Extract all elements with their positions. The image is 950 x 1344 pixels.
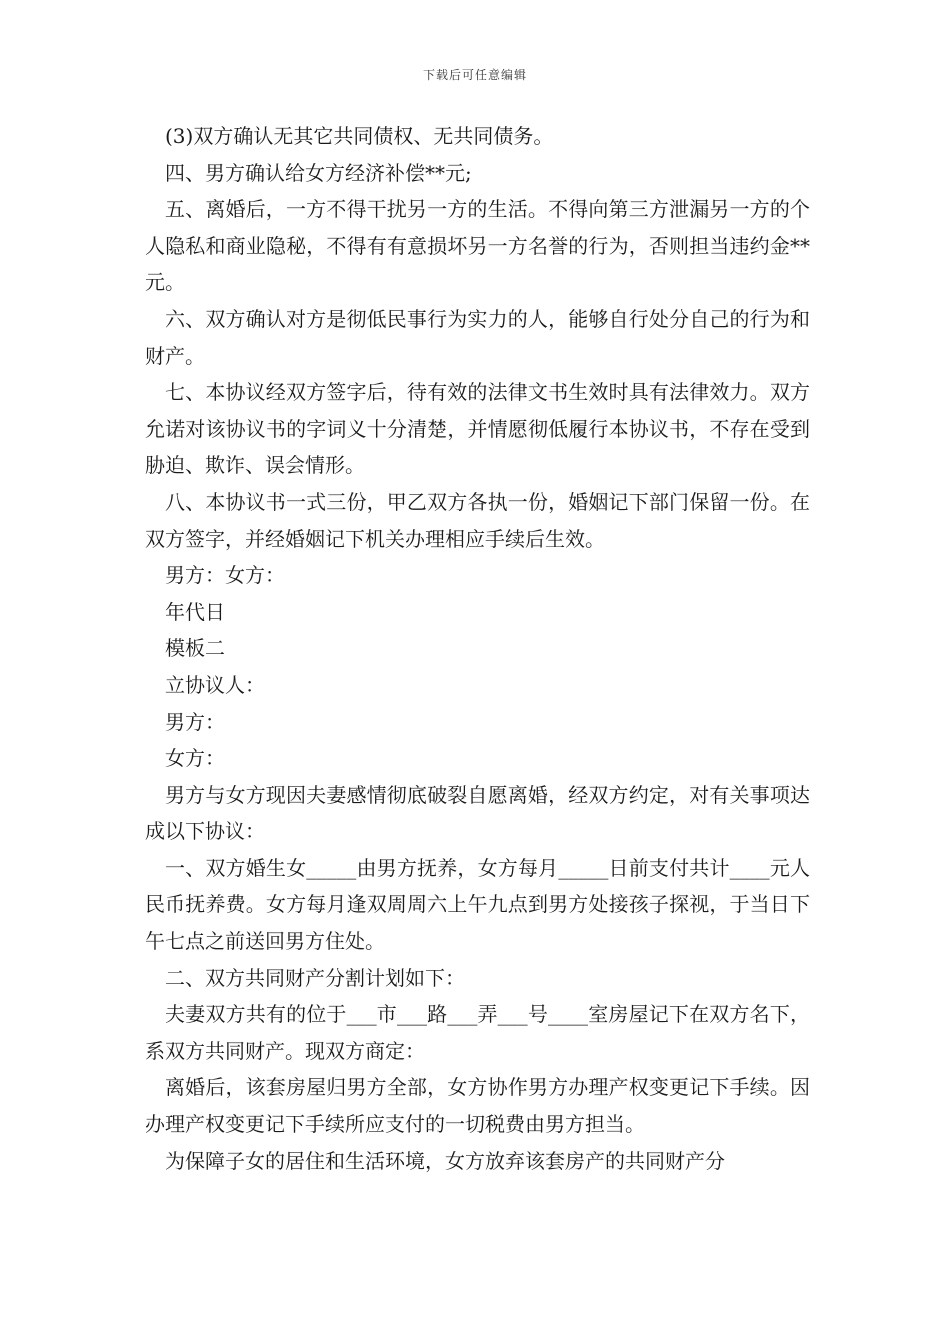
paragraph-clause-5: 五、离婚后，一方不得干扰另一方的生活。不得向第三方泄漏另一方的个人隐私和商业隐秘，不得有有意损坏另一方名誉的行为，否则担当违约金**元。 [145,197,810,295]
section-title-template-2: 模板二 [165,636,225,661]
paragraph-clause-6: 六、双方确认对方是彻低民事行为实力的人，能够自行处分自己的行为和财产。 [145,306,810,368]
paragraph-preamble: 男方与女方现因夫妻感情彻底破裂自愿离婚，经双方约定，对有关事项达成以下协议： [145,782,810,844]
paragraph-clause-2-property: 二、双方共同财产分割计划如下： [165,965,465,990]
paragraph-clause-4: 四、男方确认给女方经济补偿**元; [165,160,472,185]
paragraph-debt-confirmation: (3)双方确认无其它共同债权、无共同债务。 [165,124,554,148]
page-header: 下载后可任意编辑 [422,68,527,82]
paragraph-house-transfer: 离婚后，该套房屋归男方全部，女方协作男方办理产权变更记下手续。因办理产权变更记下手续所应支付的一切税费由男方担当。 [145,1075,810,1137]
paragraph-clause-7: 七、本协议经双方签字后，待有效的法律文书生效时具有法律效力。双方允诺对该协议书的字词义十分清楚，并情愿彻低履行本协议书，不存在受到胁迫、欺诈、误会情形。 [145,380,810,478]
paragraph-house-ownership: 夫妻双方共有的位于___市___路___弄___号____室房屋记下在双方名下，系双方共同财产。现双方商定： [145,1002,810,1063]
paragraph-clause-1-custody: 一、双方婚生女_____由男方抚养，女方每月_____日前支付共计____元人民币抚养费。女方每月逢双周周六上午九点到男方处接孩子探视，于当日下午七点之前送回男方住处。 [145,855,810,954]
male-party-label: 男方： [165,709,225,734]
parties-label: 立协议人： [165,672,265,697]
paragraph-clause-8: 八、本协议书一式三份，甲乙双方各执一份，婚姻记下部门保留一份。在双方签字，并经婚姻记下机关办理相应手续后生效。 [145,489,810,551]
signature-line: 男方：女方： [165,563,285,588]
document-body [145,118,810,1179]
paragraph-children-housing: 为保障子女的居住和生活环境，女方放弃该套房产的共同财产分 [165,1148,725,1173]
female-party-label: 女方： [165,746,225,771]
date-line: 年代日 [165,599,225,624]
